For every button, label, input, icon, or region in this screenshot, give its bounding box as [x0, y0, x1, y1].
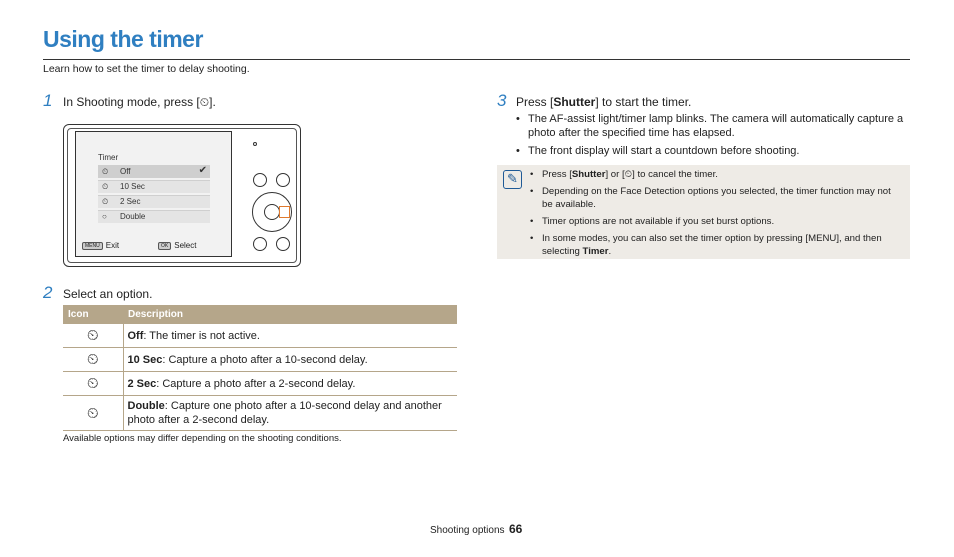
footer-section: Shooting options	[430, 525, 505, 536]
step-3-text: Press [Shutter] to start the timer.	[516, 95, 692, 109]
checkmark-icon: ✔	[198, 165, 207, 176]
timer-off-icon: ⏲	[102, 167, 109, 176]
timer-button-highlight	[279, 206, 290, 218]
timer-2sec-icon: ⏲	[63, 372, 123, 396]
page-number: 66	[509, 522, 523, 536]
camera-button-bottom-left	[253, 237, 267, 251]
table-header-icon: Icon	[63, 305, 123, 324]
camera-indicator-light	[253, 142, 257, 146]
table-row: ⏲ Double: Capture one photo after a 10-second delay and another photo after a 2-second delay.	[63, 396, 457, 431]
list-item: • Press [Shutter] or [⏲] to cancel the timer.	[530, 168, 902, 181]
ok-key-icon: OK	[158, 242, 171, 250]
screen-select-softkey: OK Select	[158, 241, 196, 250]
camera-ok-button	[264, 204, 280, 220]
table-header-description: Description	[123, 305, 457, 324]
screen-menu-item-2sec: ⏲ 2 Sec	[98, 195, 210, 208]
camera-button-bottom-right	[276, 237, 290, 251]
title-rule	[43, 59, 910, 60]
screen-menu-title: Timer	[98, 153, 119, 162]
table-note: Available options may differ depending on the shooting conditions.	[63, 433, 342, 444]
list-item: • The front display will start a countdown before shooting.	[516, 144, 911, 158]
camera-button-top-right	[276, 173, 290, 187]
page-subtitle: Learn how to set the timer to delay shooting.	[43, 63, 250, 75]
timer-options-table	[63, 305, 457, 431]
timer-double-icon: ⏲	[63, 396, 123, 431]
note-pencil-icon: ✎	[503, 170, 522, 189]
note-list	[530, 168, 902, 262]
timer-10sec-icon: ⏲	[63, 348, 123, 372]
step-3-number: 3	[497, 91, 507, 110]
list-item: • The AF-assist light/timer lamp blinks. The camera will automatically capture a photo after the specified time has elapsed.	[516, 112, 911, 140]
list-item: • Timer options are not available if you set burst options.	[530, 215, 902, 228]
step-2-number: 2	[43, 283, 53, 302]
screen-menu-item-off: ⏲ Off ✔	[98, 165, 210, 178]
list-item: • Depending on the Face Detection options you selected, the timer function may not be available.	[530, 185, 902, 211]
table-row: ⏲ Off: The timer is not active.	[63, 324, 457, 348]
step-1-text: In Shooting mode, press [⏲].	[63, 95, 216, 109]
table-row: ⏲ 10 Sec: Capture a photo after a 10-second delay.	[63, 348, 457, 372]
timer-2sec-icon: ⏲	[102, 197, 109, 206]
timer-10sec-icon: ⏲	[102, 182, 109, 191]
timer-off-icon: ⏲	[63, 324, 123, 348]
step-3-bullets	[516, 112, 911, 162]
screen-exit-softkey: MENU Exit	[82, 241, 119, 250]
step-1-number: 1	[43, 91, 53, 110]
page-title: Using the timer	[43, 26, 203, 52]
step-2-text: Select an option.	[63, 287, 153, 301]
screen-menu-item-10sec: ⏲ 10 Sec	[98, 180, 210, 193]
table-row: ⏲ 2 Sec: Capture a photo after a 2-second delay.	[63, 372, 457, 396]
menu-key-icon: MENU	[82, 242, 103, 250]
list-item: • In some modes, you can also set the timer option by pressing [MENU], and then selecting Timer.	[530, 232, 902, 258]
camera-button-top-left	[253, 173, 267, 187]
timer-double-icon: ○	[102, 212, 107, 221]
screen-menu-item-double: ○ Double	[98, 210, 210, 223]
camera-screen	[75, 131, 232, 257]
